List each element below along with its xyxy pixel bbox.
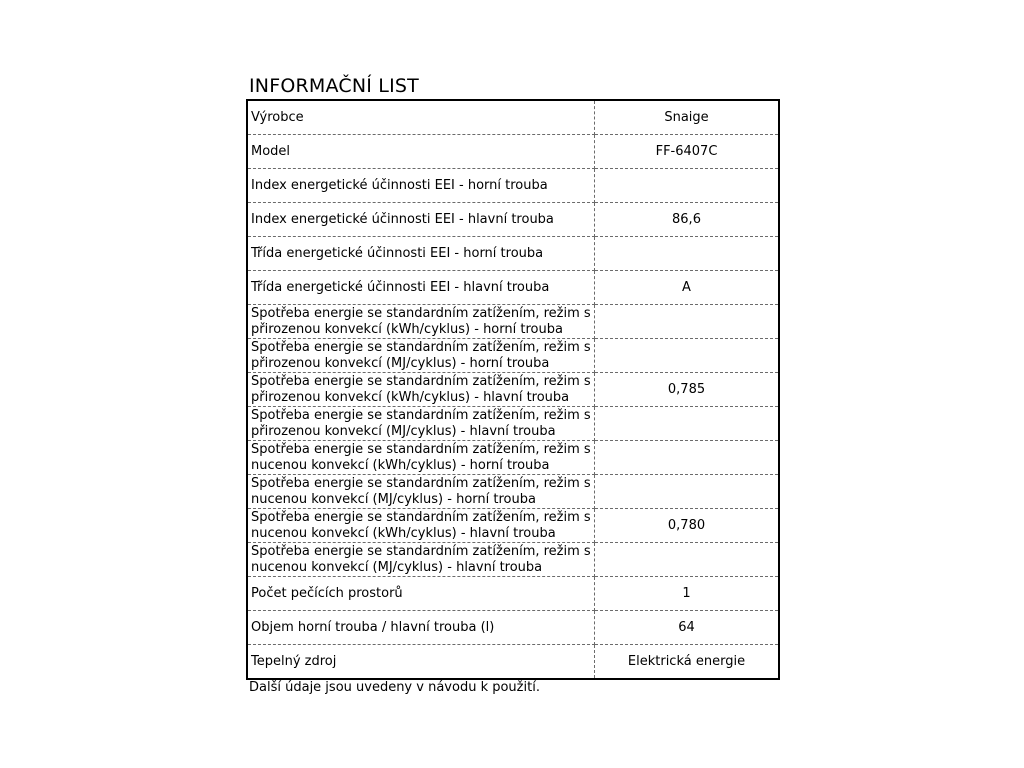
table-row [247,237,779,271]
table-row [247,577,779,611]
row-label: Index energetické účinnosti EEI - hlavní trouba [247,203,595,237]
table-row [247,543,779,577]
row-value [595,543,780,577]
info-table [246,99,780,680]
row-label: Spotřeba energie se standardním zatížením, režim s přirozenou konvekcí (kWh/cyklus) - horní trouba [247,305,595,339]
table-row [247,407,779,441]
footnote: Další údaje jsou uvedeny v návodu k použití. [249,680,540,695]
row-label: Spotřeba energie se standardním zatížením, režim s přirozenou konvekcí (kWh/cyklus) - hlavní trouba [247,373,595,407]
row-label: Spotřeba energie se standardním zatížením, režim s nucenou konvekcí (MJ/cyklus) - hlavní trouba [247,543,595,577]
table-row [247,203,779,237]
row-value: 0,780 [595,509,780,543]
row-value: 0,785 [595,373,780,407]
row-value: 1 [595,577,780,611]
table-row [247,441,779,475]
table-row [247,373,779,407]
row-value: 64 [595,611,780,645]
table-row [247,475,779,509]
table-row [247,169,779,203]
table-row [247,645,779,680]
table-row [247,611,779,645]
row-label: Výrobce [247,100,595,135]
row-value: FF-6407C [595,135,780,169]
row-value [595,475,780,509]
table-row [247,100,779,135]
row-label: Třída energetické účinnosti EEI - hlavní trouba [247,271,595,305]
row-label: Třída energetické účinnosti EEI - horní trouba [247,237,595,271]
table-row [247,271,779,305]
row-label: Spotřeba energie se standardním zatížením, režim s nucenou konvekcí (kWh/cyklus) - hlavní trouba [247,509,595,543]
row-label: Index energetické účinnosti EEI - horní trouba [247,169,595,203]
sheet-title: INFORMAČNÍ LIST [249,75,419,97]
row-value [595,237,780,271]
row-value [595,339,780,373]
table-row [247,339,779,373]
row-value: Snaige [595,100,780,135]
row-label: Spotřeba energie se standardním zatížením, režim s přirozenou konvekcí (MJ/cyklus) - hlavní trouba [247,407,595,441]
row-value [595,169,780,203]
row-label: Spotřeba energie se standardním zatížením, režim s nucenou konvekcí (kWh/cyklus) - horní trouba [247,441,595,475]
row-value [595,441,780,475]
table-row [247,305,779,339]
row-label: Tepelný zdroj [247,645,595,680]
row-value: Elektrická energie [627,653,746,669]
row-value [595,305,780,339]
row-value [595,407,780,441]
row-value: 86,6 [595,203,780,237]
row-label: Model [247,135,595,169]
row-label: Objem horní trouba / hlavní trouba (l) [247,611,595,645]
row-label: Počet pečících prostorů [247,577,595,611]
row-label: Spotřeba energie se standardním zatížením, režim s přirozenou konvekcí (MJ/cyklus) - horní trouba [247,339,595,373]
row-value: A [595,271,780,305]
table-row [247,135,779,169]
table-row [247,509,779,543]
row-label: Spotřeba energie se standardním zatížením, režim s nucenou konvekcí (MJ/cyklus) - horní trouba [247,475,595,509]
